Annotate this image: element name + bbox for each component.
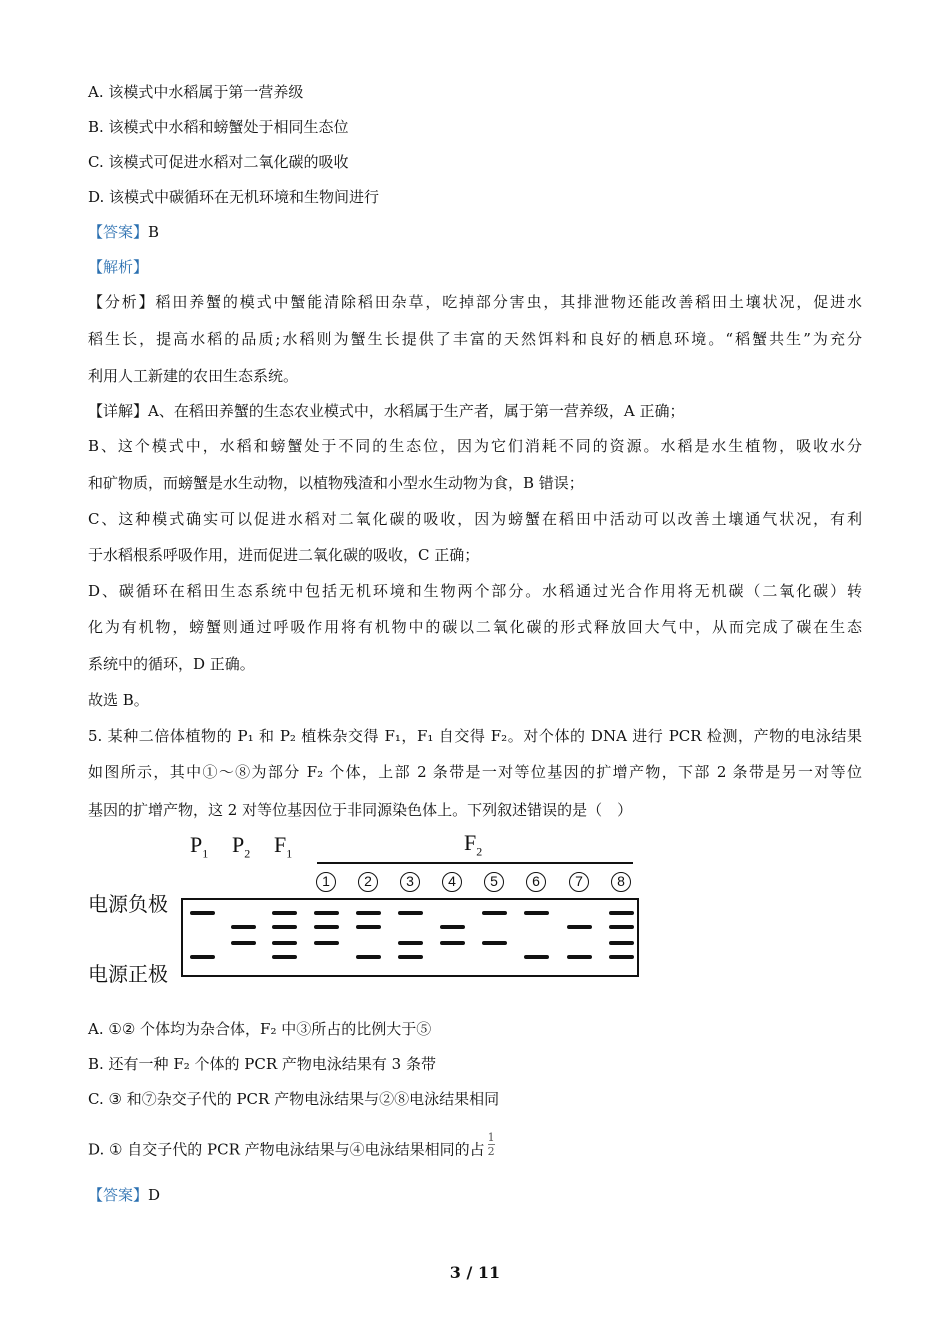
gel-band [356,911,381,915]
xiangjie-line: 故选 B。 [88,691,149,709]
gel-band [272,911,297,915]
gel-band [440,941,465,945]
gel-band [272,925,297,929]
gel-band [567,955,592,959]
q5-answer [88,1185,160,1205]
q5-option-a: A. ①② 个体均为杂合体，F₂ 中③所占的比例大于⑤ [88,1020,432,1038]
q5-stem: 如图所示，其中①～⑧为部分 F₂ 个体，上部 2 条带是一对等位基因的扩增产物，下部 2 条带是另一对等位 [88,763,862,781]
xiangjie-line: 和矿物质，而螃蟹是水生动物，以植物残渣和小型水生动物为食，B 错误； [88,474,584,492]
q5-stem: 5. 某种二倍体植物的 P₁ 和 P₂ 植株杂交得 F₁，F₁ 自交得 F₂。对个体的 DNA 进行 PCR 检测，产物的电泳结果 [88,727,862,745]
gel-band [356,955,381,959]
fenxi-line [88,292,862,312]
gel-band [567,925,592,929]
lane-label-f1: $F_1$ [274,832,293,861]
gel-band [440,925,465,929]
gel-band [190,955,215,959]
f2-bracket-line [317,862,633,864]
lane-label-p1: $P_1$ [190,832,209,861]
answer-label: 【答案】 [88,223,149,241]
q5-option-c: C. ③ 和⑦杂交子代的 PCR 产物电泳结果与②⑧电泳结果相同 [88,1090,500,1108]
answer-value: B [148,223,160,241]
f2-individual-number: 4 [442,872,462,892]
answer-value: D [148,1186,161,1204]
xiangjie-label: 【详解】 [88,402,149,420]
fenxi-label: 【分析】 [88,293,156,311]
f2-individual-number: 2 [358,872,378,892]
gel-band [231,941,256,945]
gel-band [314,941,339,945]
xiangjie-line: C、这种模式确实可以促进水稻对二氧化碳的吸收，因为螃蟹在稻田中活动可以改善土壤通气状况，有利 [88,510,862,528]
q4-option-c: C. 该模式可促进水稻对二氧化碳的吸收 [88,153,349,171]
xiangjie-line [88,401,684,421]
f2-individual-number: 5 [484,872,504,892]
gel-band [314,925,339,929]
xiangjie-line: 化为有机物，螃蟹则通过呼吸作用将有机物中的碳以二氧化碳的形式释放回大气中，从而完成了碳在生态 [88,618,862,636]
lane-label-f2: $F_2$ [464,830,483,859]
gel-band [609,911,634,915]
f2-individual-number: 3 [400,872,420,892]
xiangjie-line: 系统中的循环，D 正确。 [88,655,255,673]
positive-pole-label: 电源正极 [88,962,168,986]
f2-individual-number: 7 [569,872,589,892]
lane-label-p2: $P_2$ [232,832,251,861]
xiangjie-text: A、在稻田养蟹的生态农业模式中，水稻属于生产者，属于第一营养级，A 正确； [148,402,685,420]
xiangjie-line: 于水稻根系呼吸作用，进而促进二氧化碳的吸收，C 正确； [88,546,480,564]
gel-band [609,955,634,959]
gel-box [181,898,639,977]
q4-answer [88,222,159,242]
negative-pole-label: 电源负极 [88,892,168,916]
q5-option-b: B. 还有一种 F₂ 个体的 PCR 产物电泳结果有 3 条带 [88,1055,436,1073]
gel-band [482,941,507,945]
page-number: 3 / 11 [449,1263,501,1282]
f2-individual-number: 6 [526,872,546,892]
gel-band [609,925,634,929]
f2-individual-number: 1 [316,872,336,892]
q4-option-b: B. 该模式中水稻和螃蟹处于相同生态位 [88,118,349,136]
q4-option-a: A. 该模式中水稻属于第一营养级 [88,83,304,101]
gel-band [398,955,423,959]
xiangjie-line: D、碳循环在稻田生态系统中包括无机环境和生物两个部分。水稻通过光合作用将无机碳（二氧化碳）转 [88,582,862,600]
gel-band [609,941,634,945]
gel-band [356,925,381,929]
gel-band [524,955,549,959]
q4-option-d: D. 该模式中碳循环在无机环境和生物间进行 [88,188,380,206]
gel-band [272,941,297,945]
gel-band [398,941,423,945]
gel-band [314,911,339,915]
gel-band [482,911,507,915]
f2-individual-number: 8 [611,872,631,892]
q5-option-d: D. ① 自交子代的 PCR 产物电泳结果与④电泳结果相同的占 $\frac{1}{2}$ [88,1131,495,1159]
gel-band [524,911,549,915]
fraction: $\frac{1}{2}$ [487,1131,495,1158]
gel-band [190,911,215,915]
analysis-label: 【解析】 [88,258,149,276]
answer-label: 【答案】 [88,1186,149,1204]
gel-band [272,955,297,959]
fenxi-text: 稻田养蟹的模式中蟹能清除稻田杂草，吃掉部分害虫，其排泄物还能改善稻田土壤状况，促进水 [155,293,862,311]
q5-stem: 基因的扩增产物，这 2 对等位基因位于非同源染色体上。下列叙述错误的是（ ） [88,801,633,819]
gel-band [231,925,256,929]
gel-band [398,911,423,915]
fenxi-line: 利用人工新建的农田生态系统。 [88,367,299,385]
fenxi-line: 稻生长，提高水稻的品质;水稻则为蟹生长提供了丰富的天然饵料和良好的栖息环境。“稻蟹共生”为充分 [88,330,862,348]
xiangjie-line: B、这个模式中，水稻和螃蟹处于不同的生态位，因为它们消耗不同的资源。水稻是水生植物，吸收水分 [88,437,862,455]
